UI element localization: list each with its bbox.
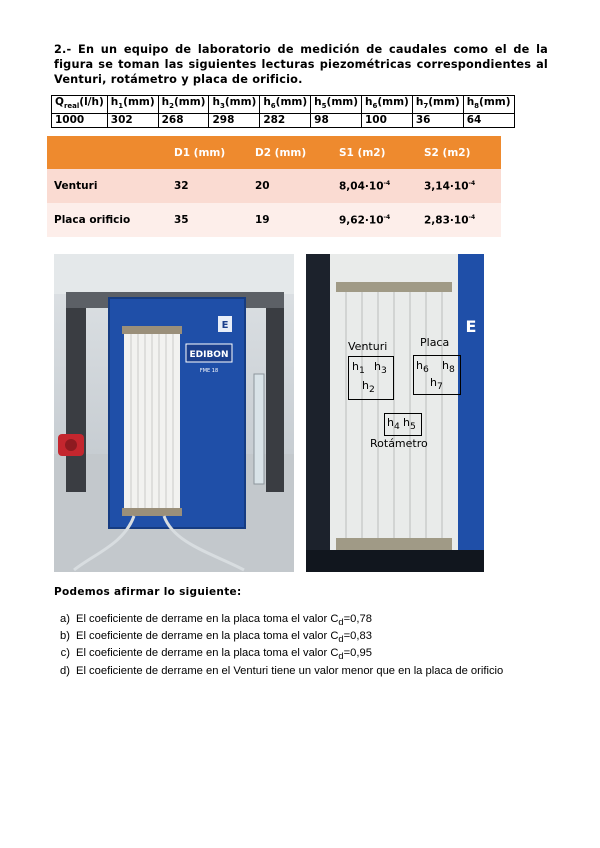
col-q-real: $Q_{real}(l/h)$	[52, 96, 108, 114]
col-h7: $h_7(mm)$	[412, 96, 463, 114]
equipment-photo	[54, 254, 294, 572]
lead-text: Podemos afirmar lo siguiente:	[54, 586, 242, 598]
option-b[interactable]: b) El coeficiente de derrame en la placa toma el valor $C_d=0,83$	[60, 630, 372, 645]
table-cell: 36	[412, 114, 463, 128]
label-venturi: Venturi	[348, 340, 388, 353]
label-placa: Placa	[420, 336, 450, 349]
h7-label: $h_7$	[430, 376, 443, 393]
table-cell: 100	[362, 114, 413, 128]
readings-header-row	[52, 96, 515, 114]
option-d[interactable]: d) El coeficiente de derrame en el Venturi tiene un valor menor que en la placa de orificio	[60, 664, 504, 677]
table-cell: 1000	[52, 114, 108, 128]
table-row-placa	[47, 203, 501, 237]
annotated-photo	[306, 254, 484, 572]
label-rotametro: Rotámetro	[370, 437, 428, 450]
table-cell: 282	[260, 114, 311, 128]
col-h3: $h_3(mm)$	[209, 96, 260, 114]
col-h8: $h_8(mm)$	[463, 96, 514, 114]
question-title: 2.- En un equipo de laboratorio de medición de caudales como el de la figura se toman las siguientes lecturas piezométricas correspondientes al Venturi, rotámetro y placa de orificio.	[54, 43, 548, 86]
table-cell: $2,83\cdot 10^{-4}$	[417, 203, 501, 237]
h6-label: $h_6$	[416, 359, 429, 376]
option-c[interactable]: c) El coeficiente de derrame en la placa toma el valor $C_d=0,95$	[60, 647, 372, 662]
badge-letter: E	[221, 320, 229, 331]
table-cell: 98	[311, 114, 362, 128]
table-header-cell: S2 (m2)	[417, 136, 501, 169]
answer-options	[54, 612, 548, 678]
col-h2: $h_2(mm)$	[158, 96, 209, 114]
table-header-cell: S1 (m2)	[332, 136, 417, 169]
table-cell: $8,04\cdot 10^{-4}$	[332, 169, 417, 203]
col-h1: $h_1(mm)$	[107, 96, 158, 114]
readings-table	[51, 95, 515, 128]
table-cell: 302	[107, 114, 158, 128]
h4-label: $h_4$	[387, 416, 400, 433]
dimensions-table	[47, 136, 501, 237]
option-letter: d)	[60, 664, 70, 677]
table-cell: 64	[463, 114, 514, 128]
h5-label: $h_5$	[403, 416, 416, 433]
col-h6: $h_6(mm)$	[362, 96, 413, 114]
model-label: FME 18	[199, 368, 219, 374]
table-cell: 32	[167, 169, 248, 203]
col-h4: $h_6(mm)$	[260, 96, 311, 114]
table-cell: $9,62\cdot 10^{-4}$	[332, 203, 417, 237]
edge-letter: E	[465, 317, 477, 336]
readings-value-row	[52, 114, 515, 128]
h8-label: $h_8$	[442, 359, 455, 376]
table-cell: 298	[209, 114, 260, 128]
col-h5: $h_5(mm)$	[311, 96, 362, 114]
table-cell: $3,14\cdot 10^{-4}$	[417, 169, 501, 203]
table-cell: 19	[248, 203, 332, 237]
option-letter: a)	[60, 613, 70, 625]
equipment-illustration	[54, 254, 294, 572]
table-cell: 35	[167, 203, 248, 237]
table-cell: 20	[248, 169, 332, 203]
row-name: Placa orificio	[47, 203, 167, 237]
option-a[interactable]: a) El coeficiente de derrame en la placa toma el valor $C_d=0,78$	[60, 613, 372, 628]
h1-label: $h_1$	[352, 360, 365, 377]
row-name: Venturi	[47, 169, 167, 203]
h3-label: $h_3$	[374, 360, 387, 377]
option-letter: c)	[60, 647, 70, 660]
h2-label: $h_2$	[362, 379, 375, 396]
option-letter: b)	[60, 630, 70, 643]
table-cell: 268	[158, 114, 209, 128]
table-header-cell	[47, 136, 167, 169]
table-header-cell: D2 (mm)	[248, 136, 332, 169]
table-header-cell: D1 (mm)	[167, 136, 248, 169]
brand-label: EDIBON	[189, 350, 229, 360]
dimensions-header-row	[47, 136, 501, 169]
table-row-venturi	[47, 169, 501, 203]
